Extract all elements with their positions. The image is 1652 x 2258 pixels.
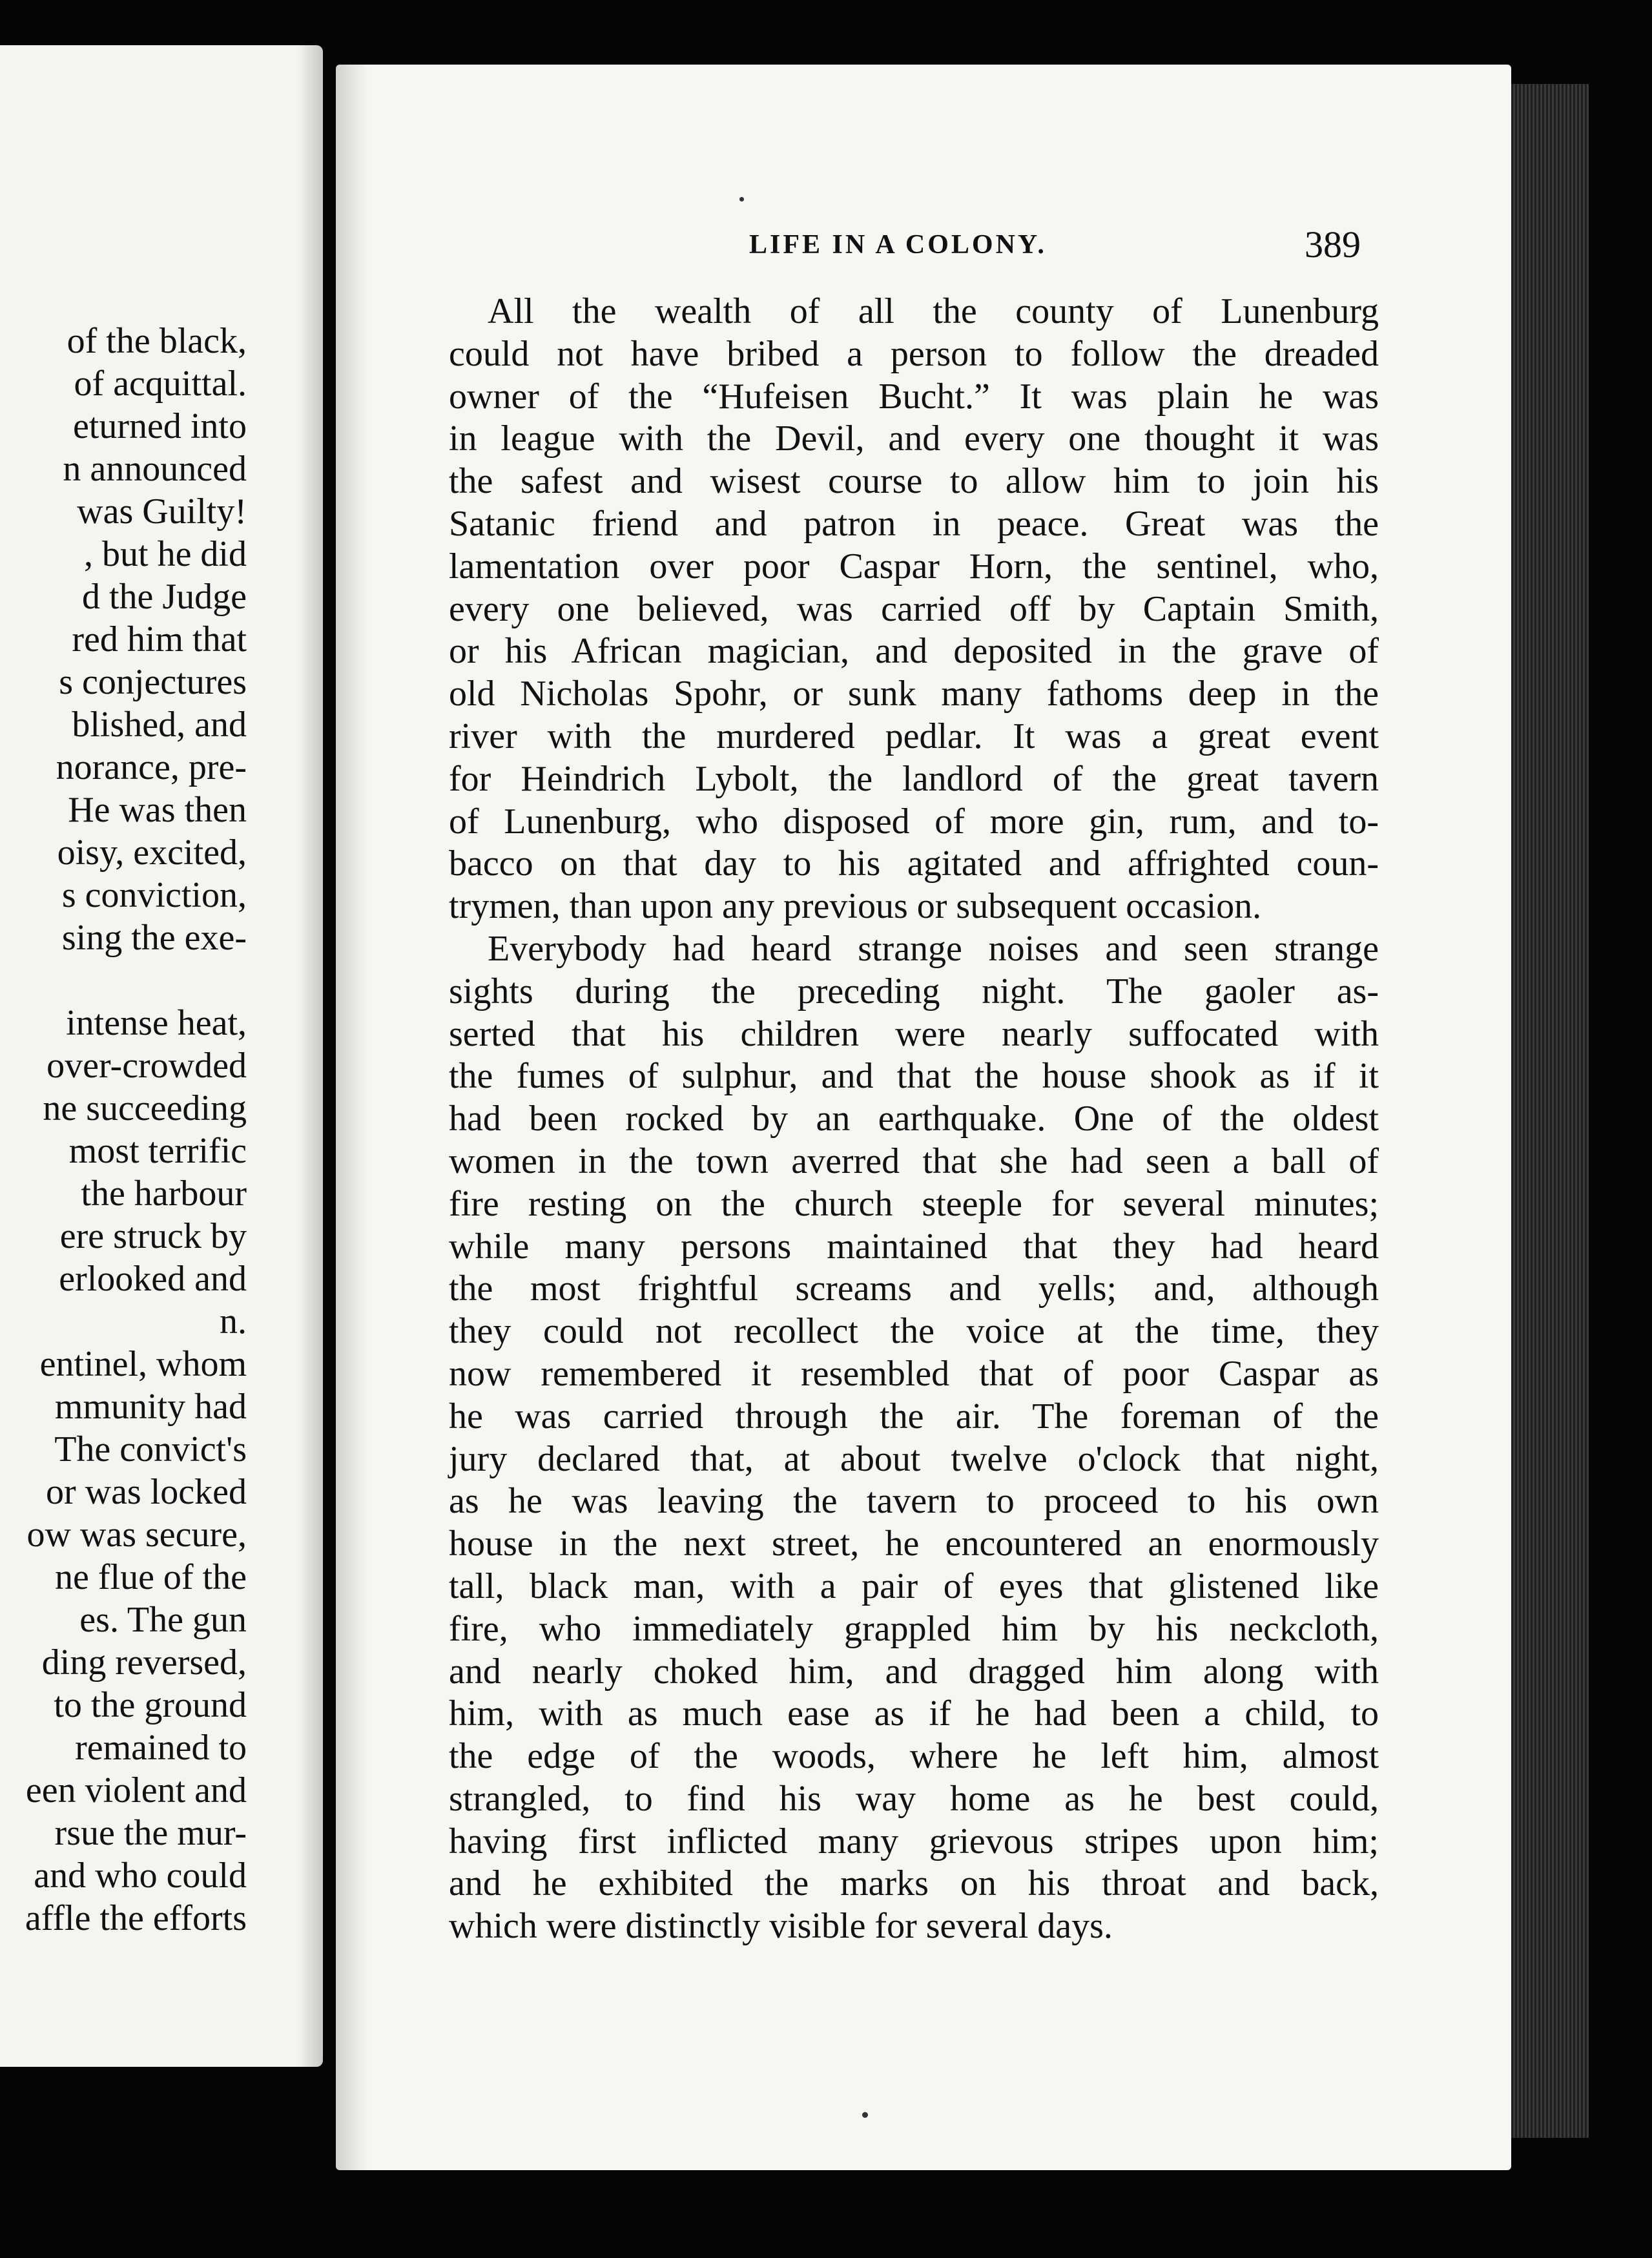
text-line: in league with the Devil, and every one thought it was (449, 419, 1379, 459)
text-line: owner of the “Hufeisen Bucht.” It was plain he was (449, 376, 1379, 417)
text-line: bacco on that day to his agitated and affrighted coun- (449, 844, 1379, 884)
left-text-line: norance, pre- (56, 747, 247, 787)
ink-speck (739, 197, 744, 202)
left-text-line: een violent and (25, 1770, 247, 1810)
left-text-line: over-crowded (46, 1046, 247, 1086)
left-text-line: ne succeeding (43, 1088, 247, 1128)
left-text-line: entinel, whom (39, 1344, 247, 1384)
text-line: lamentation over poor Caspar Horn, the sentinel, who, (449, 546, 1379, 586)
text-line: or his African magician, and deposited in the grave of (449, 631, 1379, 672)
text-line: jury declared that, at about twelve o'clock that night, (449, 1438, 1379, 1479)
text-line: they could not recollect the voice at the time, they (449, 1311, 1379, 1352)
text-line: the most frightful screams and yells; and, although (449, 1269, 1379, 1309)
left-text-line: ne flue of the (55, 1557, 247, 1597)
left-text-line: s conjectures (59, 662, 247, 702)
left-text-line: to the ground (54, 1685, 247, 1725)
right-page (336, 65, 1511, 2170)
left-text-line: d the Judge (81, 577, 247, 617)
left-text-line: and who could (34, 1856, 247, 1896)
left-text-line: of acquittal. (74, 364, 247, 404)
text-line: the safest and wisest course to allow him to join his (449, 461, 1379, 502)
text-line: old Nicholas Spohr, or sunk many fathoms deep in the (449, 674, 1379, 714)
text-line: trymen, than upon any previous or subsequent occasion. (449, 886, 1262, 927)
left-text-line: of the black, (67, 321, 247, 361)
left-text-line: red him that (72, 619, 247, 659)
left-page (0, 45, 323, 2067)
text-line: sights during the preceding night. The gaoler as- (449, 971, 1379, 1011)
text-line: Satanic friend and patron in peace. Great was the (449, 503, 1379, 544)
text-line: Everybody had heard strange noises and seen strange (488, 928, 1379, 969)
left-text-line: The convict's (54, 1429, 247, 1469)
text-line: the fumes of sulphur, and that the house shook as if it (449, 1056, 1379, 1097)
left-text-line: or was locked (45, 1472, 247, 1512)
text-line: fire, who immediately grappled him by his neckcloth, (449, 1608, 1379, 1649)
page-block-edge (1511, 84, 1589, 2138)
text-line: fire resting on the church steeple for several minutes; (449, 1183, 1379, 1224)
text-line: and he exhibited the marks on his throat and back, (449, 1863, 1379, 1904)
text-line: having first inflicted many grievous stripes upon him; (449, 1821, 1379, 1861)
left-text-line: ding reversed, (41, 1642, 247, 1683)
text-line: serted that his children were nearly suffocated with (449, 1013, 1379, 1054)
left-text-line: affle the efforts (25, 1898, 247, 1938)
text-line: while many persons maintained that they had heard (449, 1226, 1379, 1267)
left-text-line: eturned into (72, 406, 247, 446)
text-line: for Heindrich Lybolt, the landlord of the great tavern (449, 758, 1379, 799)
text-line: and nearly choked him, and dragged him along with (449, 1651, 1379, 1692)
left-text-line: ow was secure, (26, 1515, 247, 1555)
left-text-line: the harbour (81, 1174, 247, 1214)
left-text-line: erlooked and (59, 1259, 247, 1299)
text-line: women in the town averred that she had seen a ball of (449, 1141, 1379, 1181)
left-text-line: es. The gun (79, 1600, 247, 1640)
text-line: the edge of the woods, where he left him, almost (449, 1736, 1379, 1777)
left-text-line: He was then (68, 790, 247, 830)
left-text-line: oisy, excited, (57, 833, 247, 873)
text-line: which were distinctly visible for several days. (449, 1906, 1113, 1947)
text-line: him, with as much ease as if he had been a child, to (449, 1693, 1379, 1734)
text-line: of Lunenburg, who disposed of more gin, rum, and to- (449, 801, 1379, 842)
text-line: could not have bribed a person to follow the dreaded (449, 333, 1379, 374)
text-line: now remembered it resembled that of poor Caspar as (449, 1353, 1379, 1394)
running-title: LIFE IN A COLONY. (749, 230, 1047, 260)
left-text-line: n announced (63, 449, 247, 489)
ink-speck (862, 2112, 868, 2118)
running-head (336, 223, 1511, 268)
left-text-line: sing the exe- (61, 918, 247, 958)
left-text-line: intense heat, (66, 1003, 247, 1043)
left-text-line: most terrific (68, 1131, 247, 1171)
left-text-line: remained to (75, 1728, 247, 1768)
left-text-line: rsue the mur- (54, 1813, 247, 1853)
text-line: house in the next street, he encountered an enormously (449, 1524, 1379, 1564)
left-text-line: , but he did (84, 534, 247, 574)
text-line: tall, black man, with a pair of eyes that glistened like (449, 1566, 1379, 1606)
text-line: strangled, to find his way home as he best could, (449, 1778, 1379, 1819)
text-line: as he was leaving the tavern to proceed to his own (449, 1481, 1379, 1522)
right-gutter-shade (336, 65, 368, 2170)
text-line: had been rocked by an earthquake. One of the oldest (449, 1099, 1379, 1139)
left-text-line: blished, and (72, 705, 247, 745)
left-gutter-shade (297, 45, 323, 2067)
text-line: every one believed, was carried off by Captain Smith, (449, 588, 1379, 629)
left-text-line: mmunity had (54, 1387, 247, 1427)
left-text-line: s conviction, (61, 875, 247, 915)
left-text-line: was Guilty! (77, 492, 247, 532)
left-text-line: n. (220, 1301, 247, 1341)
text-line: river with the murdered pedlar. It was a great event (449, 716, 1379, 756)
left-text-line: ere struck by (59, 1216, 247, 1256)
text-line: he was carried through the air. The foreman of the (449, 1396, 1379, 1436)
body-text (449, 291, 1379, 1948)
text-line: All the wealth of all the county of Lunenburg (488, 291, 1379, 331)
page-number: 389 (1305, 223, 1361, 265)
